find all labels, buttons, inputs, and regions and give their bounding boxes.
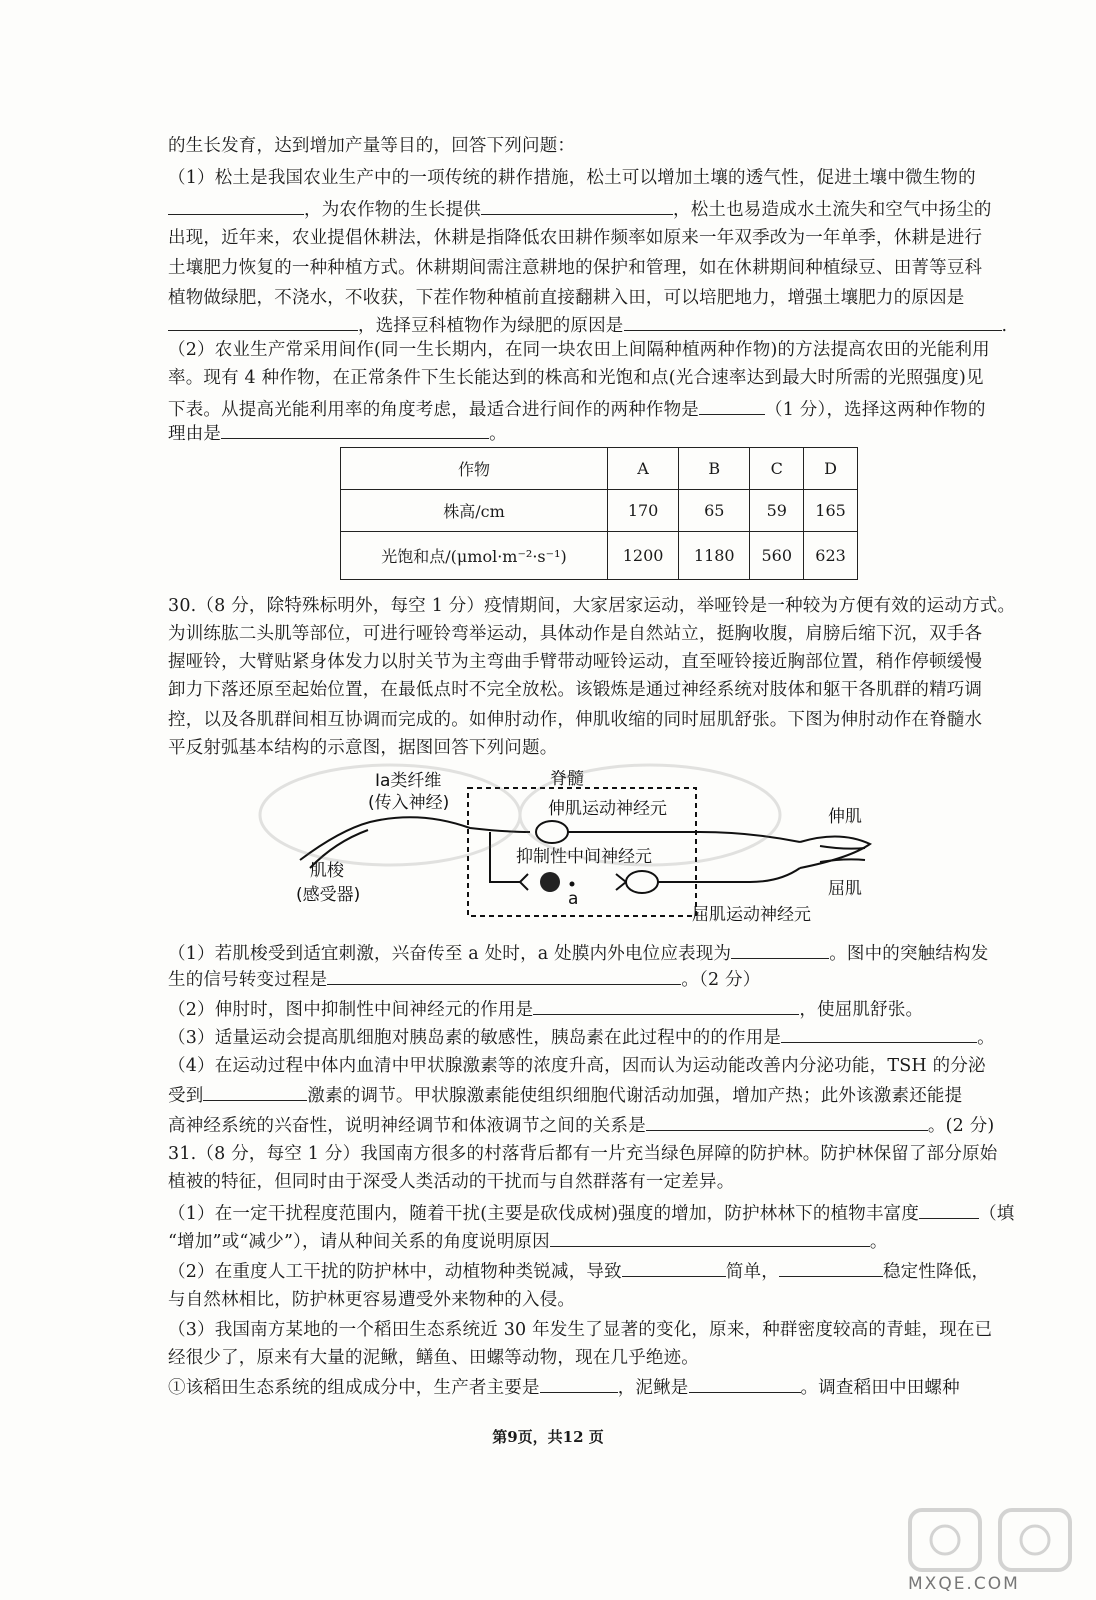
flexor-motor-soma — [626, 871, 658, 893]
table-cell: 65 — [679, 490, 750, 532]
table-header-cell: A — [608, 448, 679, 490]
answer-blank[interactable] — [781, 1024, 977, 1043]
text-line: （1）若肌梭受到适宜刺激，兴奋传至 a 处时，a 处膜内外电位应表现为 。图中的突触结构发 — [168, 940, 989, 966]
table-cell: 170 — [608, 490, 679, 532]
muscle-fibers — [820, 846, 865, 862]
table-cell: 59 — [750, 490, 804, 532]
text-line: （3）我国南方某地的一个稻田生态系统近 30 年发生了显著的变化，原来，种群密度较高的青蛙，现在已 — [168, 1320, 993, 1340]
answer-blank[interactable] — [203, 1082, 307, 1101]
text-line: 高神经系统的兴奋性，说明神经调节和体液调节之间的关系是 。(2 分) — [168, 1112, 994, 1138]
text-line: （3）适量运动会提高肌细胞对胰岛素的敏感性，胰岛素在此过程中的的作用是 。 — [168, 1024, 995, 1050]
table-header-cell: D — [804, 448, 858, 490]
page-footer: 第9页，共12 页 — [492, 1428, 604, 1446]
extensor-motor-soma — [536, 821, 568, 843]
text-line: （2）伸肘时，图中抑制性中间神经元的作用是 ，使屈肌舒张。 — [168, 996, 923, 1022]
answer-blank[interactable] — [540, 1374, 618, 1393]
answer-blank[interactable] — [550, 1228, 870, 1247]
table-header-cell: C — [750, 448, 804, 490]
answer-blank[interactable] — [622, 1258, 726, 1277]
text-line: 握哑铃，大臂贴紧身体发力以肘关节为主弯曲手臂带动哑铃运动，直至哑铃接近胸部位置，稍作停顿缓慢 — [168, 652, 983, 672]
extensor-label: 伸肌 — [828, 807, 862, 827]
extensor-motor-label: 伸肌运动神经元 — [548, 799, 667, 819]
spinal-cord-label: 脊髓 — [550, 770, 584, 789]
text-line: 生的信号转变过程是 。（2 分） — [168, 966, 760, 992]
table-cell: 株高/cm — [341, 490, 608, 532]
answer-blank[interactable] — [731, 940, 829, 959]
answer-blank[interactable] — [919, 1200, 979, 1219]
fiber-label: Ⅰa类纤维 — [375, 771, 442, 791]
table-header-cell: B — [679, 448, 750, 490]
table-cell: 560 — [750, 532, 804, 580]
text-line: 平反射弧基本结构的示意图，据图回答下列问题。 — [168, 738, 558, 758]
text-line: （2）在重度人工干扰的防护林中，动植物种类锐减，导致 简单， 稳定性降低， — [168, 1258, 989, 1284]
text-line: 土壤肥力恢复的一种种植方式。休耕期间需注意耕地的保护和管理，如在休耕期间种植绿豆、田菁等豆科 — [168, 258, 983, 278]
answer-blank[interactable] — [221, 420, 489, 439]
flexor-motor-label: 屈肌运动神经元 — [692, 905, 811, 925]
table-cell: 165 — [804, 490, 858, 532]
answer-blank[interactable] — [481, 196, 673, 215]
text-line: 经很少了，原来有大量的泥鳅，鳝鱼、田螺等动物，现在几乎绝迹。 — [168, 1348, 699, 1368]
text-line: （1）松土是我国农业生产中的一项传统的耕作措施，松土可以增加土壤的透气性，促进土壤中微生物的 — [168, 168, 976, 188]
answer-blank[interactable] — [779, 1258, 883, 1277]
answer-blank[interactable] — [624, 312, 1002, 331]
flexor-label: 屈肌 — [828, 879, 862, 899]
muscle-outline — [800, 836, 870, 868]
text-line: 与自然林相比，防护林更容易遭受外来物种的入侵。 — [168, 1290, 576, 1310]
table-cell: 1180 — [679, 532, 750, 580]
text-line: 受到 激素的调节。甲状腺激素能使组织细胞代谢活动加强，增加产热；此外该激素还能提 — [168, 1082, 962, 1108]
text-line: 理由是 。 — [168, 420, 507, 446]
crop-table — [340, 447, 858, 580]
text-line: 植被的特征，但同时由于深受人类活动的干扰而与自然群落有一定差异。 — [168, 1172, 735, 1192]
answer-blank[interactable] — [168, 312, 358, 331]
answer-blank[interactable] — [699, 396, 765, 415]
text-line: 卸力下落还原至起始位置，在最低点时不完全放松。该锻炼是通过神经系统对肢体和躯干各肌群的精巧调 — [168, 680, 983, 700]
table-cell: 623 — [804, 532, 858, 580]
text-line: 率。现有 4 种作物，在正常条件下生长能达到的株高和光饱和点(光合速率达到最大时所需的光照强度)见 — [168, 368, 984, 388]
table-header-cell: 作物 — [341, 448, 608, 490]
text-line: 的生长发育，达到增加产量等目的，回答下列问题： — [168, 136, 576, 156]
answer-blank[interactable] — [689, 1374, 801, 1393]
extensor-motor-axon — [568, 832, 800, 842]
text-line: （4）在运动过程中体内血清中甲状腺激素等的浓度升高，因而认为运动能改善内分泌功能，TSH 的分泌 — [168, 1056, 986, 1076]
text-line: 31.（8 分，每空 1 分）我国南方很多的村落背后都有一片充当绿色屏障的防护林。防护林保留了部分原始 — [168, 1144, 998, 1164]
point-a-marker — [570, 882, 575, 887]
text-line: “增加”或“减少”），请从种间关系的角度说明原因 。 — [168, 1228, 888, 1254]
answer-blank[interactable] — [327, 966, 681, 985]
answer-blank[interactable] — [533, 996, 799, 1015]
table-cell: 1200 — [608, 532, 679, 580]
afferent-label: (传入神经) — [368, 793, 450, 813]
inhibitory-label: 抑制性中间神经元 — [516, 847, 652, 867]
text-line: ①该稻田生态系统的组成成分中，生产者主要是 ，泥鳅是 。调查稻田中田螺种 — [168, 1374, 960, 1400]
answer-blank[interactable] — [168, 196, 304, 215]
answer-blank[interactable] — [646, 1112, 928, 1131]
text-line: ，选择豆科植物作为绿肥的原因是 . — [168, 312, 1007, 338]
text-line: 为训练肱二头肌等部位，可进行哑铃弯举运动，具体动作是自然站立，挺胸收腹，肩膀后缩下沉，双手各 — [168, 624, 983, 644]
text-line: （2）农业生产常采用间作(同一生长期内，在同一块农田上间隔种植两种作物)的方法提高农田的光能利用 — [168, 340, 990, 360]
spindle-label: 肌梭 — [310, 861, 344, 881]
inhibitory-interneuron-soma — [540, 872, 560, 892]
table-cell: 光饱和点/(μmol·m⁻²·s⁻¹) — [341, 532, 608, 580]
afferent-fiber — [300, 817, 530, 860]
receptor-label: (感受器) — [296, 885, 361, 905]
text-line: 植物做绿肥，不浇水，不收获，下茬作物种植前直接翻耕入田，可以培肥地力，增强土壤肥力的原因是 — [168, 288, 965, 308]
text-line: 30.（8 分，除特殊标明外，每空 1 分）疫情期间，大家居家运动，举哑铃是一种较为方便有效的运动方式。 — [168, 596, 1016, 616]
synapse-fork — [520, 874, 528, 890]
flexor-motor-axon — [658, 868, 800, 882]
text-line: 出现，近年来，农业提倡休耕法，休耕是指降低农田耕作频率如原来一年双季改为一年单季，休耕是进行 — [168, 228, 983, 248]
synapse-fork-2 — [616, 874, 626, 890]
text-line: （1）在一定干扰程度范围内，随着干扰(主要是砍伐成树)强度的增加，防护林林下的植物丰富度 （填 — [168, 1200, 1015, 1226]
reflex-arc-diagram — [280, 770, 880, 930]
watermark-site-text: MXQE.COM — [908, 1574, 1020, 1594]
text-line: 控，以及各肌群间相互协调而完成的。如伸肘动作，伸肌收缩的同时屈肌舒张。下图为伸肘动作在脊髓水 — [168, 710, 983, 730]
point-a-label: a — [568, 889, 579, 909]
text-line: ，为农作物的生长提供 ，松土也易造成水土流失和空气中扬尘的 — [168, 196, 992, 222]
text-line: 下表。从提高光能利用率的角度考虑，最适合进行间作的两种作物是 （1 分），选择这两种作物的 — [168, 396, 986, 422]
